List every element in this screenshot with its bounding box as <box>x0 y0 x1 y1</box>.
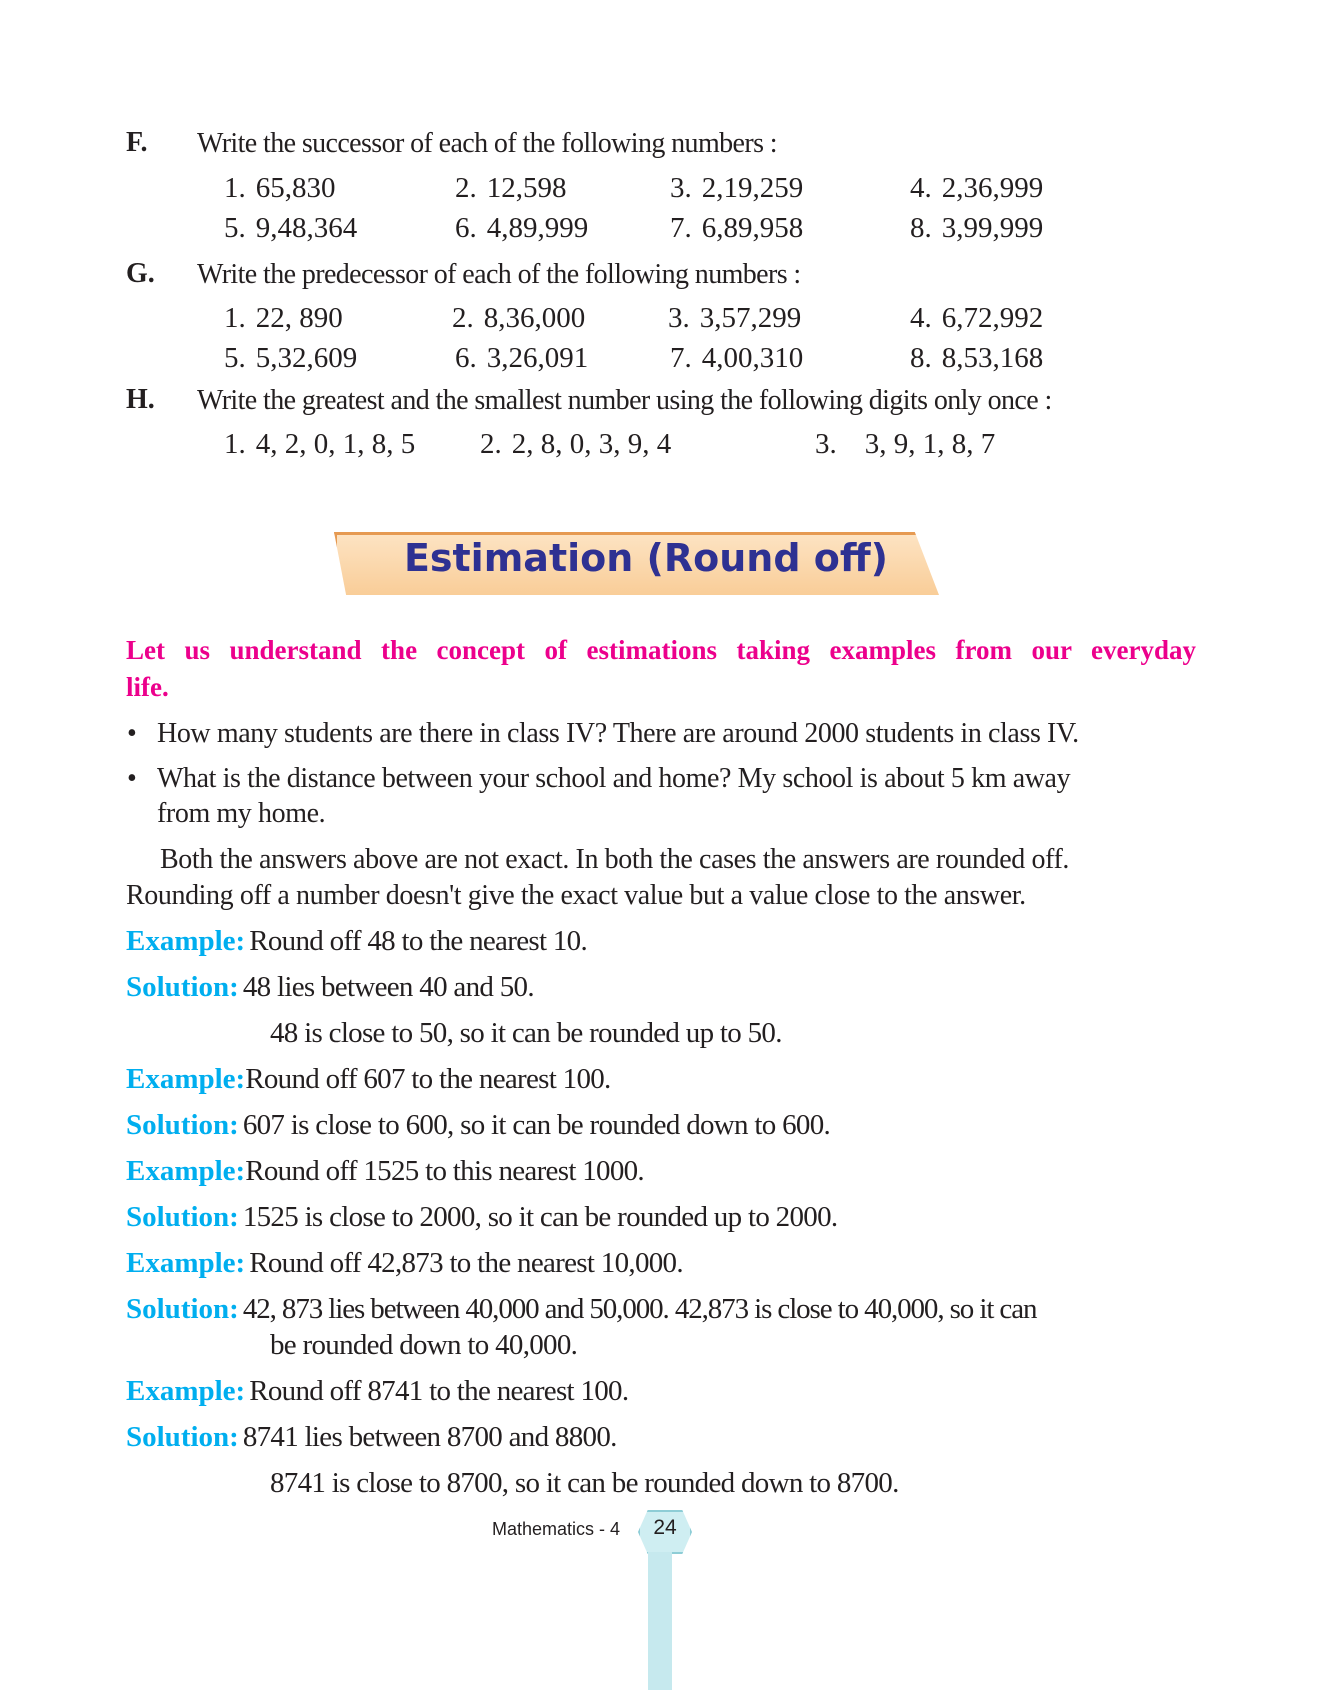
exercise-g-item: 5. 5,32,609 <box>224 342 358 374</box>
exercise-h-item: 2. 2, 8, 0, 3, 9, 4 <box>480 428 672 460</box>
solution-row: Solution: 42, 873 lies between 40,000 and 50,000. 42,873 is close to 40,000, so it can <box>126 1293 1037 1325</box>
exercise-h-instruction: Write the greatest and the smallest number using the following digits only once : <box>197 385 1052 416</box>
exercise-f-letter: F. <box>126 127 148 158</box>
solution-continuation: be rounded down to 40,000. <box>270 1329 578 1361</box>
exercise-f-item: 5. 9,48,364 <box>224 212 358 244</box>
footer-subject: Mathematics - 4 <box>492 1519 621 1539</box>
solution-row: Solution: 607 is close to 600, so it can be rounded down to 600. <box>126 1109 831 1141</box>
example-row: Example: Round off 42,873 to the nearest 10,000. <box>126 1247 683 1279</box>
exercise-f-item: 2. 12,598 <box>455 172 567 204</box>
example-row: Example: Round off 48 to the nearest 10. <box>126 925 588 957</box>
paragraph-line: Rounding off a number doesn't give the exact value but a value close to the answer. <box>126 880 1026 911</box>
example-row: Example:Round off 607 to the nearest 100. <box>126 1063 611 1095</box>
exercise-f-item: 1. 65,830 <box>224 172 336 204</box>
exercise-h-item: 1. 4, 2, 0, 1, 8, 5 <box>224 428 416 460</box>
exercise-g-letter: G. <box>126 258 155 289</box>
exercise-f-item: 7. 6,89,958 <box>670 212 804 244</box>
exercise-g-item: 8. 8,53,168 <box>910 342 1044 374</box>
exercise-f-instruction: Write the successor of each of the following numbers : <box>197 128 777 159</box>
page-tab <box>648 1552 672 1690</box>
paragraph-line: Both the answers above are not exact. In both the cases the answers are rounded off. <box>160 844 1069 875</box>
section-title: Estimation (Round off) <box>403 536 889 580</box>
exercise-g-item: 6. 3,26,091 <box>455 342 589 374</box>
exercise-g-item: 1. 22, 890 <box>224 302 343 334</box>
solution-continuation: 48 is close to 50, so it can be rounded up to 50. <box>270 1017 782 1049</box>
solution-row: Solution: 8741 lies between 8700 and 8800. <box>126 1421 617 1453</box>
intro-text: Let us understand the concept of estimations taking examples from our everyday life. <box>126 635 1196 702</box>
bullet-item: • What is the distance between your school and home? My school is about 5 km away <box>127 763 1071 794</box>
exercise-g-instruction: Write the predecessor of each of the following numbers : <box>197 259 801 290</box>
exercise-g-item: 2. 8,36,000 <box>452 302 586 334</box>
bullet-item-continuation: from my home. <box>157 798 326 829</box>
example-row: Example:Round off 1525 to this nearest 1000. <box>126 1155 644 1187</box>
exercise-f-item: 4. 2,36,999 <box>910 172 1044 204</box>
example-row: Example: Round off 8741 to the nearest 100. <box>126 1375 629 1407</box>
solution-row: Solution: 48 lies between 40 and 50. <box>126 971 534 1003</box>
exercise-h-letter: H. <box>126 384 155 415</box>
exercise-f-item: 3. 2,19,259 <box>670 172 804 204</box>
solution-row: Solution: 1525 is close to 2000, so it can be rounded up to 2000. <box>126 1201 838 1233</box>
solution-continuation: 8741 is close to 8700, so it can be rounded down to 8700. <box>270 1467 899 1499</box>
exercise-f-item: 6. 4,89,999 <box>455 212 589 244</box>
page-number: 24 <box>653 1516 677 1539</box>
exercise-f-item: 8. 3,99,999 <box>910 212 1044 244</box>
exercise-g-item: 3. 3,57,299 <box>668 302 802 334</box>
bullet-item: • How many students are there in class IV? There are around 2000 students in class IV. <box>127 718 1079 749</box>
exercise-g-item: 7. 4,00,310 <box>670 342 804 374</box>
exercise-g-item: 4. 6,72,992 <box>910 302 1044 334</box>
exercise-h-item: 3. 3, 9, 1, 8, 7 <box>815 428 996 460</box>
